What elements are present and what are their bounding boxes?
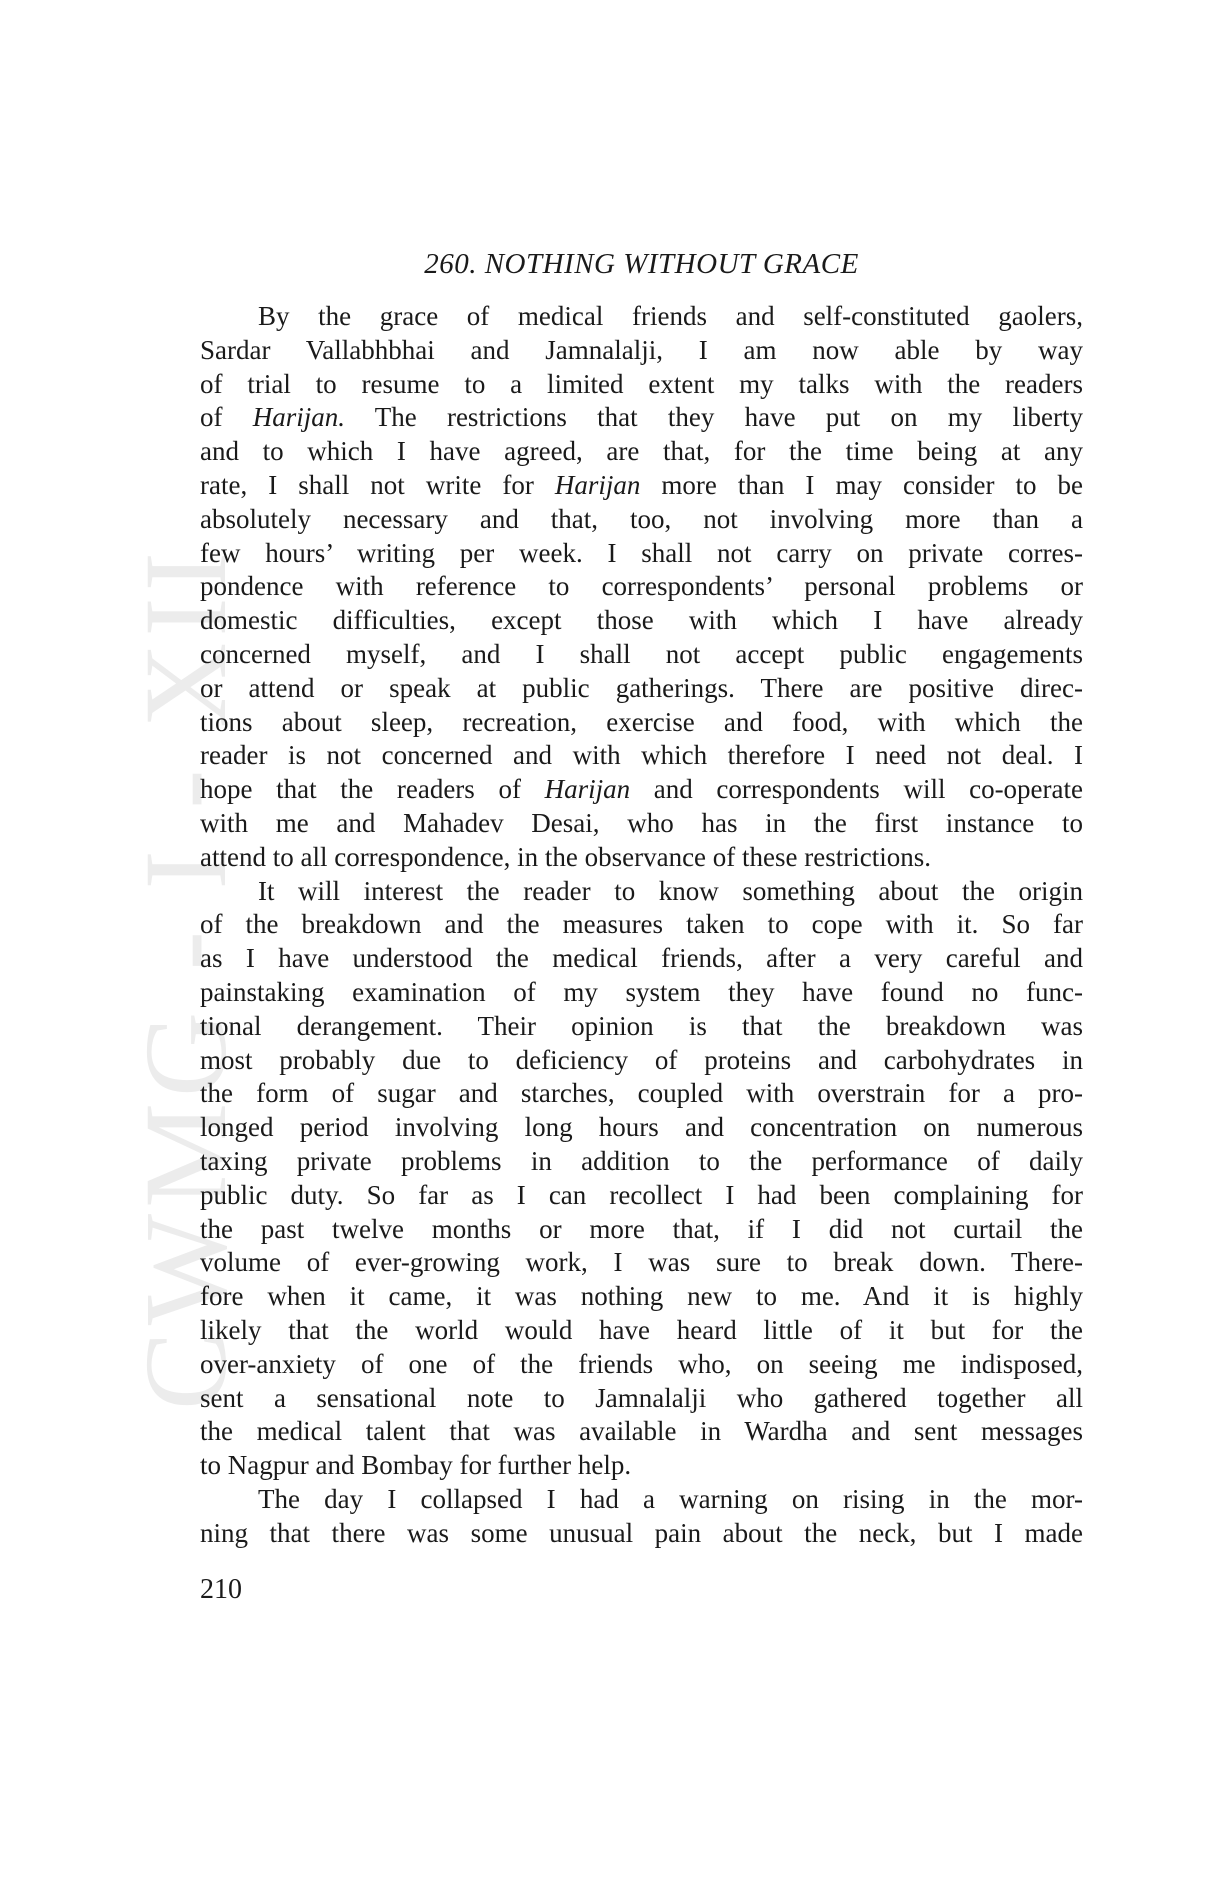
text-line: [200, 1044, 1083, 1078]
text-segment: of trial to resume to a limited extent my talks with the readers: [200, 368, 1083, 399]
text-line: [200, 1449, 1083, 1483]
text-segment: It will interest the reader to know something about the origin: [258, 875, 1083, 906]
text-segment: and to which I have agreed, are that, for the time being at any: [200, 436, 1083, 467]
text-segment: as I have understood the medical friends, after a very careful and: [200, 943, 1083, 974]
text-line: [200, 401, 1083, 435]
text-segment: Sardar Vallabhbhai and Jamnalalji, I am now able by way: [200, 334, 1083, 365]
text-line: [200, 1348, 1083, 1382]
text-line: [200, 875, 1083, 909]
text-segment: reader is not concerned and with which therefore I need not deal. I: [200, 740, 1083, 771]
text-line: [200, 1280, 1083, 1314]
text-segment: fore when it came, it was nothing new to me. And it is highly: [200, 1281, 1083, 1312]
text-line: [200, 469, 1083, 503]
text-segment: the medical talent that was available in Wardha and sent messages: [200, 1416, 1083, 1447]
text-segment: The restrictions that they have put on my liberty: [345, 402, 1083, 433]
text-line: [200, 1010, 1083, 1044]
text-line: [200, 1314, 1083, 1348]
text-line: [200, 672, 1083, 706]
text-line: [200, 1145, 1083, 1179]
text-segment: tional derangement. Their opinion is that the breakdown was: [200, 1010, 1083, 1041]
text-segment: hope that the readers of: [200, 774, 545, 805]
text-segment: more than I may consider to be: [640, 469, 1083, 500]
text-segment: over-anxiety of one of the friends who, on seeing me indisposed,: [200, 1348, 1083, 1379]
text-line: [200, 368, 1083, 402]
text-segment: likely that the world would have heard little of it but for the: [200, 1314, 1083, 1345]
text-line: [200, 773, 1083, 807]
text-line: [200, 807, 1083, 841]
text-segment: with me and Mahadev Desai, who has in the first instance to: [200, 807, 1083, 838]
text-segment: painstaking examination of my system they have found no func-: [200, 976, 1083, 1007]
italic-text: Harijan: [554, 469, 641, 500]
text-line: [200, 334, 1083, 368]
text-segment: taxing private problems in addition to the performance of daily: [200, 1145, 1083, 1176]
text-segment: of: [200, 402, 253, 433]
text-segment: concerned myself, and I shall not accept public engagements: [200, 638, 1083, 669]
article-title: 260. NOTHING WITHOUT GRACE: [424, 248, 859, 280]
text-line: [200, 841, 1083, 875]
text-line: [200, 739, 1083, 773]
text-line: [200, 1246, 1083, 1280]
italic-text: Harijan.: [252, 402, 345, 433]
text-segment: The day I collapsed I had a warning on rising in the mor-: [258, 1483, 1083, 1514]
article-body: [200, 300, 1083, 1550]
text-segment: the past twelve months or more that, if I did not curtail the: [200, 1213, 1083, 1244]
text-segment: few hours’ writing per week. I shall not carry on private corres-: [200, 537, 1083, 568]
text-line: [200, 604, 1083, 638]
text-segment: ning that there was some unusual pain about the neck, but I made: [200, 1517, 1083, 1548]
text-line: [200, 706, 1083, 740]
text-segment: or attend or speak at public gatherings. There are positive direc-: [200, 672, 1083, 703]
text-line: [200, 503, 1083, 537]
watermark: CWMG - I - XII: [120, 546, 251, 1410]
text-line: [200, 1213, 1083, 1247]
text-line: [200, 908, 1083, 942]
text-segment: public duty. So far as I can recollect I had been complaining for: [200, 1179, 1083, 1210]
text-line: [200, 976, 1083, 1010]
text-line: [200, 300, 1083, 334]
italic-text: Harijan: [544, 774, 631, 805]
text-line: [200, 1483, 1083, 1517]
text-line: [200, 435, 1083, 469]
text-line: [200, 942, 1083, 976]
text-line: [200, 1415, 1083, 1449]
text-line: [200, 1179, 1083, 1213]
text-segment: of the breakdown and the measures taken to cope with it. So far: [200, 909, 1083, 940]
text-line: [200, 537, 1083, 571]
text-segment: rate, I shall not write for: [200, 469, 555, 500]
text-line: [200, 1111, 1083, 1145]
text-segment: and correspondents will co-operate: [630, 774, 1083, 805]
text-segment: By the grace of medical friends and self-constituted gaolers,: [258, 301, 1083, 331]
text-segment: longed period involving long hours and concentration on numerous: [200, 1112, 1083, 1143]
text-segment: pondence with reference to correspondents’ personal problems or: [200, 571, 1083, 602]
text-segment: sent a sensational note to Jamnalalji who gathered together all: [200, 1382, 1083, 1413]
text-line: [200, 638, 1083, 672]
text-line: [200, 1517, 1083, 1551]
page-number: 210: [200, 1574, 242, 1605]
text-segment: domestic difficulties, except those with which I have already: [200, 605, 1083, 636]
text-segment: attend to all correspondence, in the observance of these restrictions.: [200, 841, 931, 872]
text-segment: volume of ever-growing work, I was sure to break down. There-: [200, 1247, 1083, 1278]
text-line: [200, 1077, 1083, 1111]
text-segment: most probably due to deficiency of proteins and carbohydrates in: [200, 1044, 1083, 1075]
text-line: [200, 1382, 1083, 1416]
text-line: [200, 570, 1083, 604]
text-segment: to Nagpur and Bombay for further help.: [200, 1450, 632, 1481]
text-segment: tions about sleep, recreation, exercise and food, with which the: [200, 706, 1083, 737]
text-segment: the form of sugar and starches, coupled with overstrain for a pro-: [200, 1078, 1083, 1109]
text-segment: absolutely necessary and that, too, not involving more than a: [200, 503, 1083, 534]
